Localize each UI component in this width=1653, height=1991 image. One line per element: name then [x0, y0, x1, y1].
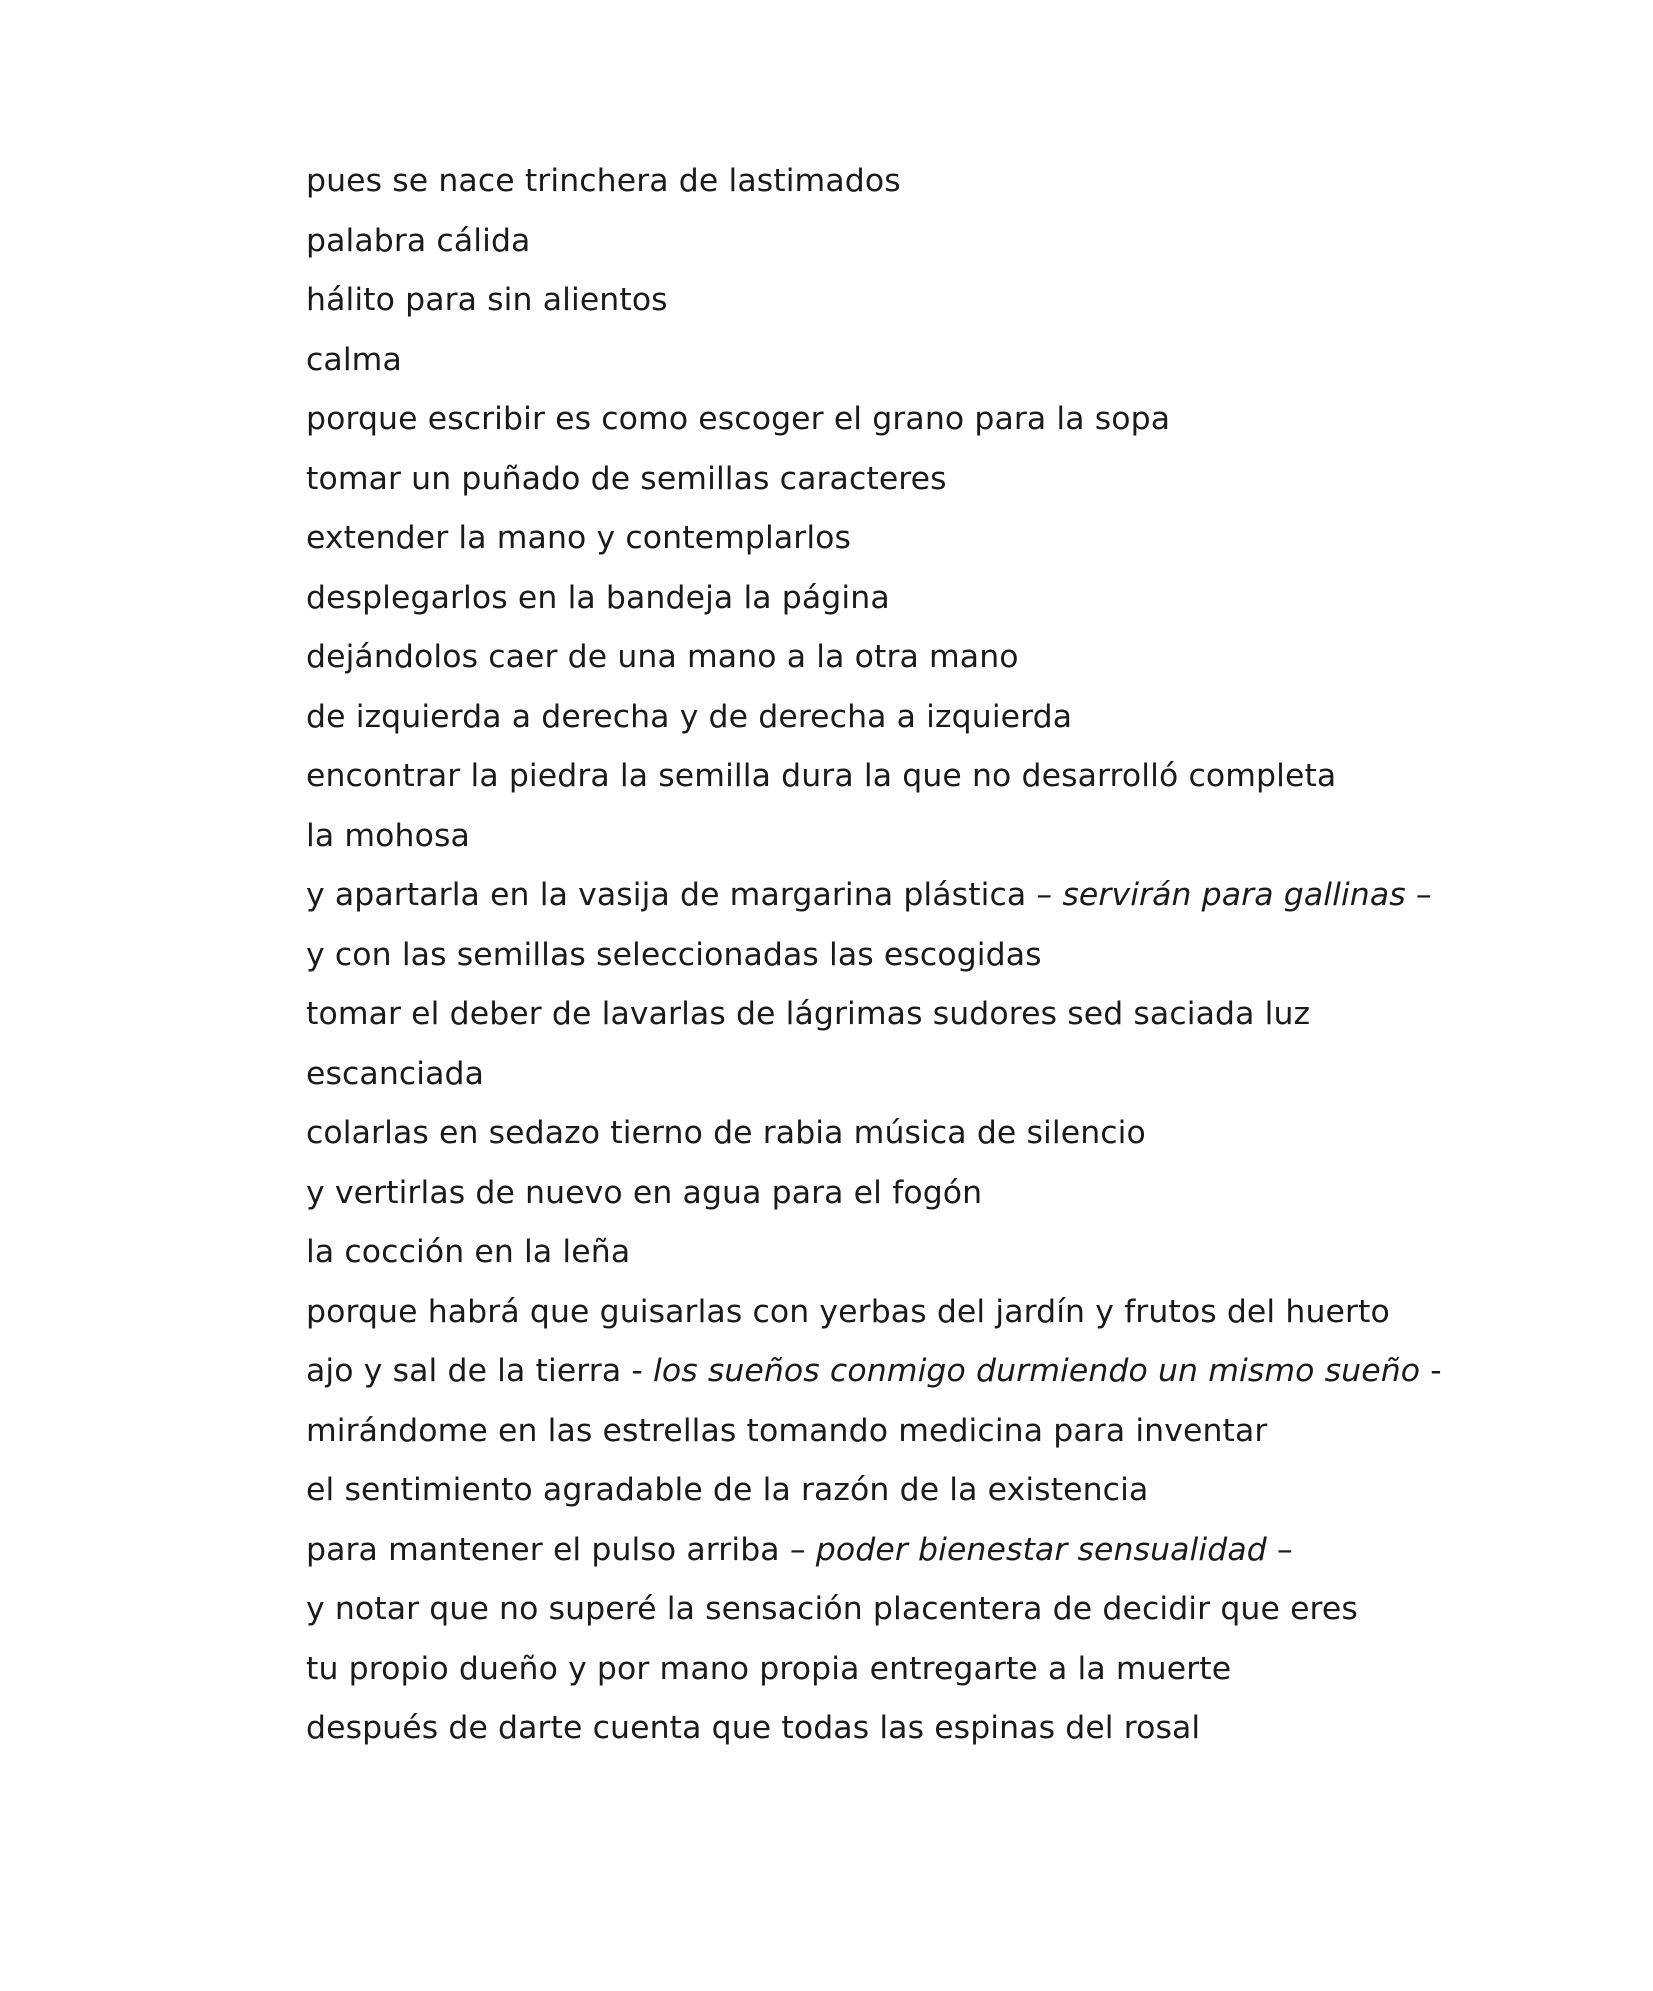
poem-line-segment: extender la mano y contemplarlos: [306, 520, 852, 556]
poem-line-segment: –: [1405, 877, 1432, 913]
poem-line-segment: desplegarlos en la bandeja la página: [306, 579, 890, 616]
poem-line: [306, 152, 1506, 212]
poem-line: [306, 1164, 1506, 1224]
poem-line-segment: tomar el deber de lavarlas de lágrimas sudores sed saciada luz: [306, 996, 1311, 1032]
poem-line-segment: mirándome en las estrellas tomando medicina para inventar: [306, 1412, 1268, 1449]
poem-line: [306, 688, 1506, 748]
poem-line: [306, 628, 1506, 688]
poem-line-segment: dejándolos caer de una mano a la otra mano: [306, 639, 1019, 675]
poem-line-italic-segment: los sueños conmigo durmiendo un mismo sueño: [652, 1353, 1421, 1389]
poem-line: [306, 450, 1506, 510]
poem-line: [306, 1223, 1506, 1283]
poem-line-segment: el sentimiento agradable de la razón de la existencia: [306, 1472, 1149, 1508]
poem-line-segment: ajo y sal de la tierra -: [306, 1353, 653, 1389]
poem-line: [306, 509, 1506, 569]
poem-line-segment: y apartarla en la vasija de margarina plástica –: [306, 877, 1063, 913]
poem-line-italic-segment: poder bienestar sensualidad: [815, 1531, 1267, 1568]
poem-line-segment: y con las semillas seleccionadas las escogidas: [306, 936, 1042, 973]
poem-line: [306, 1342, 1506, 1402]
poem-line-italic-segment: servirán para gallinas: [1062, 877, 1406, 913]
poem-line: [306, 1283, 1506, 1343]
poem-line-segment: encontrar la piedra la semilla dura la que no desarrolló completa: [306, 758, 1337, 794]
poem-line: [306, 1045, 1506, 1105]
poem-line: [306, 1521, 1506, 1581]
poem-line-segment: la mohosa: [306, 817, 470, 854]
poem-line-segment: tu propio dueño y por mano propia entregarte a la muerte: [306, 1650, 1232, 1687]
poem-line: [306, 1640, 1506, 1700]
poem-line: [306, 985, 1506, 1045]
poem-line: [306, 569, 1506, 629]
poem-line: [306, 926, 1506, 986]
poem-line: [306, 212, 1506, 272]
poem-line-segment: para mantener el pulso arriba –: [306, 1531, 816, 1568]
poem-line-segment: porque habrá que guisarlas con yerbas del jardín y frutos del huerto: [306, 1293, 1390, 1330]
poem-line: [306, 390, 1506, 450]
poem-line: [306, 331, 1506, 391]
poem-line-segment: de izquierda a derecha y de derecha a izquierda: [306, 698, 1073, 735]
poem-line: [306, 1461, 1506, 1521]
poem-line-segment: hálito para sin alientos: [306, 282, 668, 318]
poem-text-block: [306, 152, 1506, 1759]
poem-line: [306, 271, 1506, 331]
poem-line-segment: –: [1266, 1531, 1293, 1568]
poem-line-segment: palabra cálida: [306, 222, 531, 259]
poem-line-segment: colarlas en sedazo tierno de rabia música de silencio: [306, 1115, 1146, 1151]
poem-line-segment: tomar un puñado de semillas caracteres: [306, 460, 947, 497]
poem-line: [306, 866, 1506, 926]
poem-line-segment: pues se nace trinchera de lastimados: [306, 163, 901, 199]
poem-line-segment: y notar que no superé la sensación placentera de decidir que eres: [306, 1591, 1358, 1627]
poem-line-segment: la cocción en la leña: [306, 1234, 631, 1270]
poem-line-segment: escanciada: [306, 1055, 485, 1092]
poem-line: [306, 1699, 1506, 1759]
poem-line: [306, 1104, 1506, 1164]
poem-line: [306, 747, 1506, 807]
poem-line-segment: porque escribir es como escoger el grano para la sopa: [306, 401, 1171, 437]
poem-line-segment: -: [1420, 1353, 1442, 1389]
poem-line-segment: calma: [306, 341, 402, 378]
poem-line: [306, 807, 1506, 867]
poem-line-segment: después de darte cuenta que todas las espinas del rosal: [306, 1710, 1201, 1746]
poem-line: [306, 1402, 1506, 1462]
poem-line-segment: y vertirlas de nuevo en agua para el fogón: [306, 1174, 983, 1211]
poem-line: [306, 1580, 1506, 1640]
